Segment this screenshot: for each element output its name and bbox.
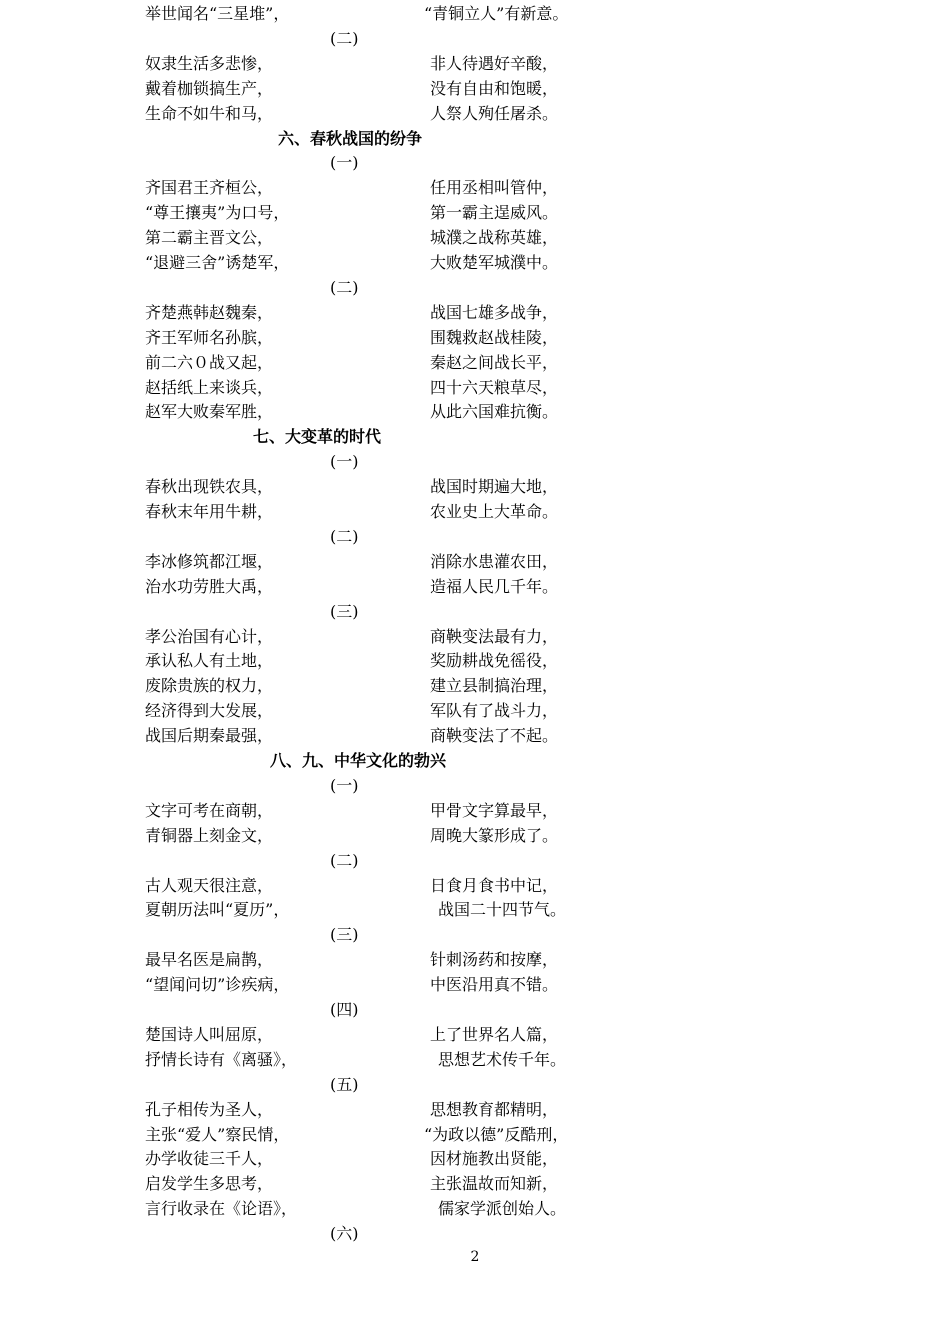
- verse-left: 青铜器上刻金文，: [145, 825, 274, 845]
- verse-right: 战国七雄多战争，: [430, 302, 559, 322]
- section-number: (一): [330, 153, 359, 173]
- verse-right: “青铜立人”有新意。: [424, 4, 569, 23]
- verse-left: 最早名医是扁鹊，: [145, 950, 274, 970]
- verse-right: 秦赵之间战长平，: [430, 352, 559, 372]
- verse-left: 齐楚燕韩赵魏秦，: [145, 302, 274, 322]
- verse-left: 前二六０战又起，: [145, 352, 274, 372]
- verse-left: 主张“爱人”察民情，: [145, 1124, 290, 1144]
- verse-left: 举世闻名“三星堆”，: [145, 4, 290, 23]
- verse-right: 周晚大篆形成了。: [430, 825, 559, 845]
- chapter-heading: 六、春秋战国的纷争: [278, 128, 423, 148]
- verse-left: 春秋末年用牛耕，: [145, 502, 274, 521]
- verse-right: 人祭人殉任屠杀。: [430, 103, 559, 123]
- verse-left: 夏朝历法叫“夏历”，: [145, 900, 290, 920]
- verse-right: 军队有了战斗力，: [430, 701, 559, 721]
- verse-left: 孔子相传为圣人，: [145, 1099, 274, 1119]
- verse-right: 战国二十四节气。: [438, 900, 567, 920]
- section-number: (二): [330, 850, 359, 870]
- verse-left: 承认私人有土地，: [145, 651, 274, 671]
- verse-left: 齐国君王齐桓公，: [145, 178, 274, 198]
- section-number: (三): [330, 925, 359, 945]
- verse-left: 办学收徒三千人，: [145, 1149, 274, 1169]
- section-number: (一): [330, 775, 359, 795]
- verse-right: 造福人民几千年。: [430, 576, 559, 596]
- verse-left: 齐王军师名孙膑，: [145, 327, 274, 347]
- verse-right: “为政以德”反酷刑，: [424, 1124, 569, 1144]
- verse-left: 治水功劳胜大禹，: [145, 576, 274, 596]
- section-number: (六): [330, 1224, 359, 1244]
- verse-right: 农业史上大革命。: [430, 502, 559, 521]
- page-number: 2: [470, 1249, 480, 1265]
- verse-right: 甲骨文字算最早，: [430, 800, 559, 820]
- verse-right: 思想艺术传千年。: [438, 1049, 567, 1069]
- verse-right: 儒家学派创始人。: [438, 1199, 567, 1219]
- verse-right: 消除水患灌农田，: [430, 551, 559, 571]
- verse-left: 春秋出现铁农具，: [145, 477, 274, 497]
- verse-left: 抒情长诗有《离骚》，: [145, 1049, 298, 1069]
- verse-left: 言行收录在《论语》，: [145, 1199, 298, 1219]
- verse-left: “退避三舍”诱楚军，: [145, 253, 290, 272]
- verse-left: 楚国诗人叫屈原，: [145, 1024, 274, 1044]
- verse-left: 赵括纸上来谈兵，: [145, 377, 274, 397]
- verse-right: 针刺汤药和按摩，: [430, 950, 559, 970]
- verse-left: 生命不如牛和马，: [145, 103, 274, 123]
- verse-right: 从此六国难抗衡。: [430, 402, 559, 422]
- verse-left: 第二霸主晋文公，: [145, 228, 274, 248]
- section-number: (二): [330, 28, 359, 48]
- verse-right: 四十六天粮草尽，: [430, 377, 559, 397]
- verse-right: 商鞅变法了不起。: [430, 726, 559, 746]
- verse-left: “望闻问切”诊疾病，: [145, 975, 290, 995]
- verse-right: 任用丞相叫管仲，: [430, 178, 559, 198]
- verse-right: 非人待遇好辛酸，: [430, 53, 559, 73]
- verse-right: 奖励耕战免徭役，: [430, 651, 559, 671]
- verse-left: 李冰修筑都江堰，: [145, 551, 274, 571]
- verse-left: 文字可考在商朝，: [145, 800, 274, 820]
- section-number: (五): [330, 1074, 359, 1094]
- verse-left: 启发学生多思考，: [145, 1174, 274, 1194]
- verse-left: 赵军大败秦军胜，: [145, 402, 274, 422]
- verse-right: 第一霸主逞威风。: [430, 203, 559, 223]
- verse-right: 日食月食书中记，: [430, 875, 559, 895]
- section-number: (一): [330, 452, 359, 472]
- verse-left: 戴着枷锁搞生产，: [145, 78, 274, 98]
- verse-right: 没有自由和饱暖，: [430, 78, 559, 98]
- verse-left: 奴隶生活多悲惨，: [145, 53, 274, 73]
- verse-left: 古人观天很注意，: [145, 875, 274, 895]
- verse-right: 上了世界名人篇，: [430, 1024, 559, 1044]
- section-number: (二): [330, 277, 359, 297]
- verse-right: 主张温故而知新，: [430, 1174, 559, 1194]
- verse-right: 围魏救赵战桂陵，: [430, 327, 559, 347]
- verse-right: 城濮之战称英雄，: [430, 228, 559, 248]
- verse-right: 战国时期遍大地，: [430, 477, 559, 497]
- verse-left: 经济得到大发展，: [145, 701, 274, 721]
- verse-right: 思想教育都精明，: [430, 1099, 559, 1119]
- verse-right: 大败楚军城濮中。: [430, 253, 559, 272]
- verse-right: 建立县制搞治理，: [430, 676, 559, 696]
- verse-right: 中医沿用真不错。: [430, 975, 559, 995]
- verse-left: 战国后期秦最强，: [145, 726, 274, 746]
- section-number: (二): [330, 526, 359, 546]
- section-number: (四): [330, 1000, 359, 1019]
- verse-left: 孝公治国有心计，: [145, 626, 274, 646]
- section-number: (三): [330, 601, 359, 621]
- chapter-heading: 八、九、中华文化的勃兴: [270, 751, 447, 770]
- verse-right: 因材施教出贤能，: [430, 1149, 559, 1169]
- verse-left: 废除贵族的权力，: [145, 676, 274, 696]
- verse-left: “尊王攘夷”为口号，: [145, 203, 290, 223]
- chapter-heading: 七、大变革的时代: [253, 427, 382, 447]
- verse-right: 商鞅变法最有力，: [430, 626, 559, 646]
